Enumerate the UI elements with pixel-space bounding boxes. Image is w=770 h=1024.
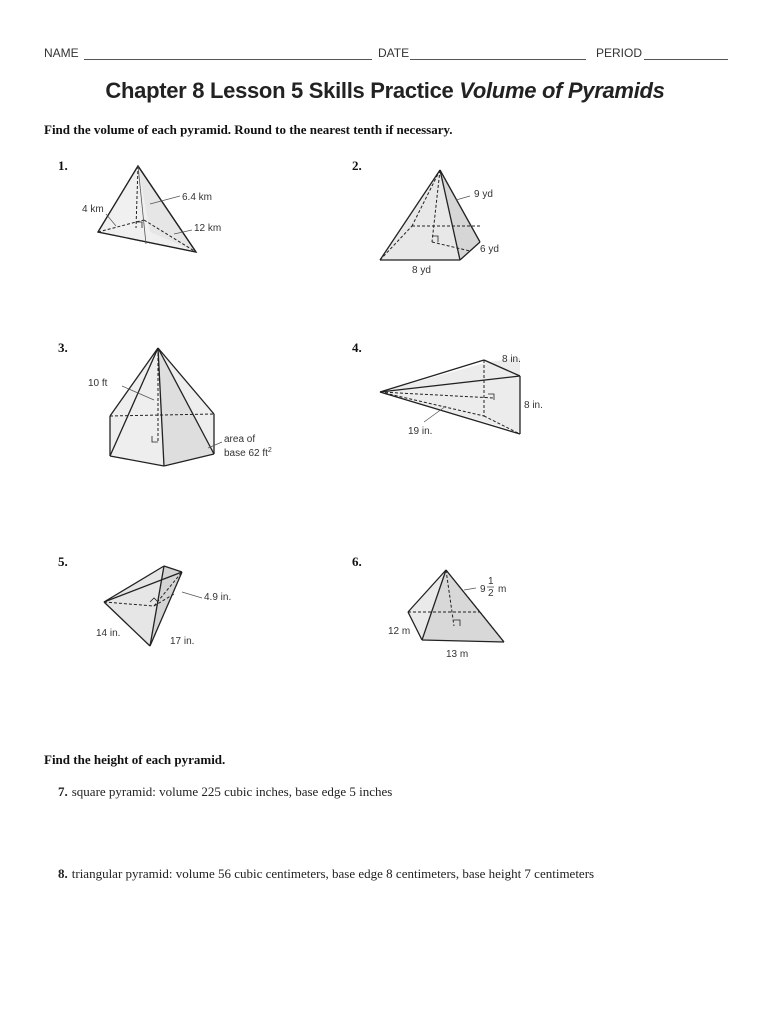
figure-6-pyramid — [384, 562, 534, 664]
figure-3-pyramid — [80, 344, 290, 474]
figure-6-height-whole: 9 — [480, 584, 486, 595]
figure-6-height-numerator: 1 — [488, 576, 494, 587]
problem-7-number: 7. — [58, 784, 68, 799]
figure-4-top-label: 8 in. — [502, 354, 521, 365]
figure-5-height-label: 4.9 in. — [204, 592, 232, 603]
problem-8-number: 8. — [58, 866, 68, 881]
figure-3-area-exponent: 2 — [267, 447, 272, 454]
figure-1-number: 1. — [58, 158, 68, 173]
title-italic: Volume of Pyramids — [459, 78, 665, 103]
figure-6-left-label: 12 m — [388, 626, 411, 637]
figure-2-pyramid — [372, 160, 522, 280]
section1-instruction: Find the volume of each pyramid. Round to the nearest tenth if necessary. — [44, 122, 453, 137]
figure-1-base-label: 12 km — [194, 223, 222, 234]
period-label: PERIOD — [596, 46, 643, 60]
figure-1-slant-label: 6.4 km — [182, 192, 213, 203]
figure-5-left-label: 14 in. — [96, 628, 121, 639]
figure-2-depth-label: 6 yd — [480, 244, 499, 255]
svg-text:base 62 ft2 — [224, 447, 272, 459]
figure-5-right-label: 17 in. — [170, 636, 195, 647]
title-main: Chapter 8 Lesson 5 Skills Practice — [105, 78, 454, 103]
figure-2-slant-label: 9 yd — [474, 189, 493, 200]
figure-6-bottom-label: 13 m — [446, 649, 469, 660]
figure-4-number: 4. — [352, 340, 362, 355]
problem-7 — [58, 784, 392, 800]
name-field[interactable] — [84, 59, 372, 60]
period-field[interactable] — [644, 59, 728, 60]
figure-6-height-denominator: 2 — [488, 588, 494, 599]
student-info-header — [44, 46, 728, 64]
page-title — [0, 78, 770, 104]
figure-5-pyramid — [92, 562, 262, 652]
figure-1-pyramid — [80, 160, 230, 270]
figure-4-length-label: 19 in. — [408, 426, 433, 437]
figure-3-number: 3. — [58, 340, 68, 355]
name-label: NAME — [44, 46, 79, 60]
problem-8 — [58, 866, 594, 882]
figure-4-pyramid — [376, 350, 556, 440]
section2-instruction: Find the height of each pyramid. — [44, 752, 226, 767]
figure-3-area-line1: area of — [224, 434, 256, 445]
figure-2-number: 2. — [352, 158, 362, 173]
figure-2-width-label: 8 yd — [412, 265, 431, 276]
date-field[interactable] — [410, 59, 586, 60]
figure-6-number: 6. — [352, 554, 362, 569]
problem-7-text: square pyramid: volume 225 cubic inches, base edge 5 inches — [71, 784, 393, 799]
figure-3-height-label: 10 ft — [88, 378, 108, 389]
figure-4-side-label: 8 in. — [524, 400, 543, 411]
figure-3-area-line2: base 62 ft — [224, 448, 268, 459]
figure-5-number: 5. — [58, 554, 68, 569]
figure-1-side-label: 4 km — [82, 204, 104, 215]
date-label: DATE — [378, 46, 410, 60]
figure-6-height-unit: m — [498, 584, 507, 595]
problem-8-text: triangular pyramid: volume 56 cubic centimeters, base edge 8 centimeters, base height 7 centimeters — [71, 866, 595, 881]
